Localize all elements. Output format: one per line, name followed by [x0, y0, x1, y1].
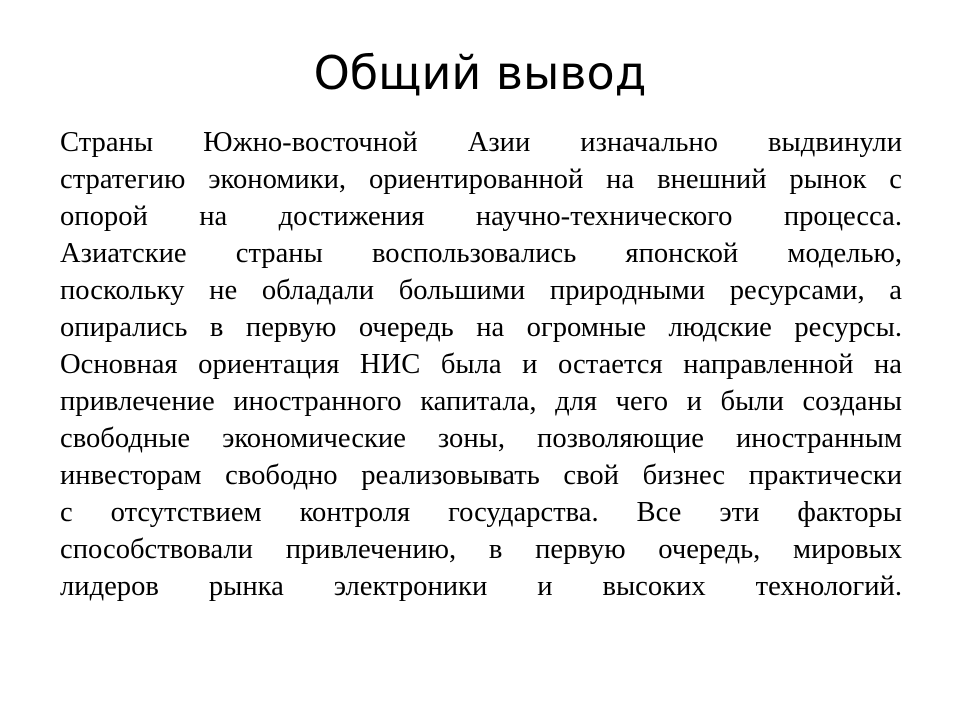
body-line: стратегию экономики, ориентированной на внешний рынок с	[60, 164, 902, 195]
body-line: лидеров рынка электроники и высоких технологий.	[60, 571, 902, 602]
body-line: опирались в первую очередь на огромные людские ресурсы.	[60, 312, 902, 343]
body-line: Основная ориентация НИС была и остается направленной на	[60, 349, 902, 380]
body-line: опорой на достижения научно-технического процесса.	[60, 201, 902, 232]
body-line: свободные экономические зоны, позволяющие иностранным	[60, 423, 902, 454]
body-line: привлечение иностранного капитала, для чего и были созданы	[60, 386, 902, 417]
slide-body-text	[60, 124, 902, 605]
slide-title: Общий вывод	[313, 46, 647, 100]
body-line: Страны Южно-восточной Азии изначально выдвинули	[60, 127, 902, 158]
body-line: инвесторам свободно реализовывать свой бизнес практически	[60, 460, 902, 491]
body-line: с отсутствием контроля государства. Все эти факторы	[60, 497, 902, 528]
body-line: Азиатские страны воспользовались японской моделью,	[60, 238, 902, 269]
body-line: поскольку не обладали большими природными ресурсами, а	[60, 275, 902, 306]
body-line: способствовали привлечению, в первую очередь, мировых	[60, 534, 902, 565]
